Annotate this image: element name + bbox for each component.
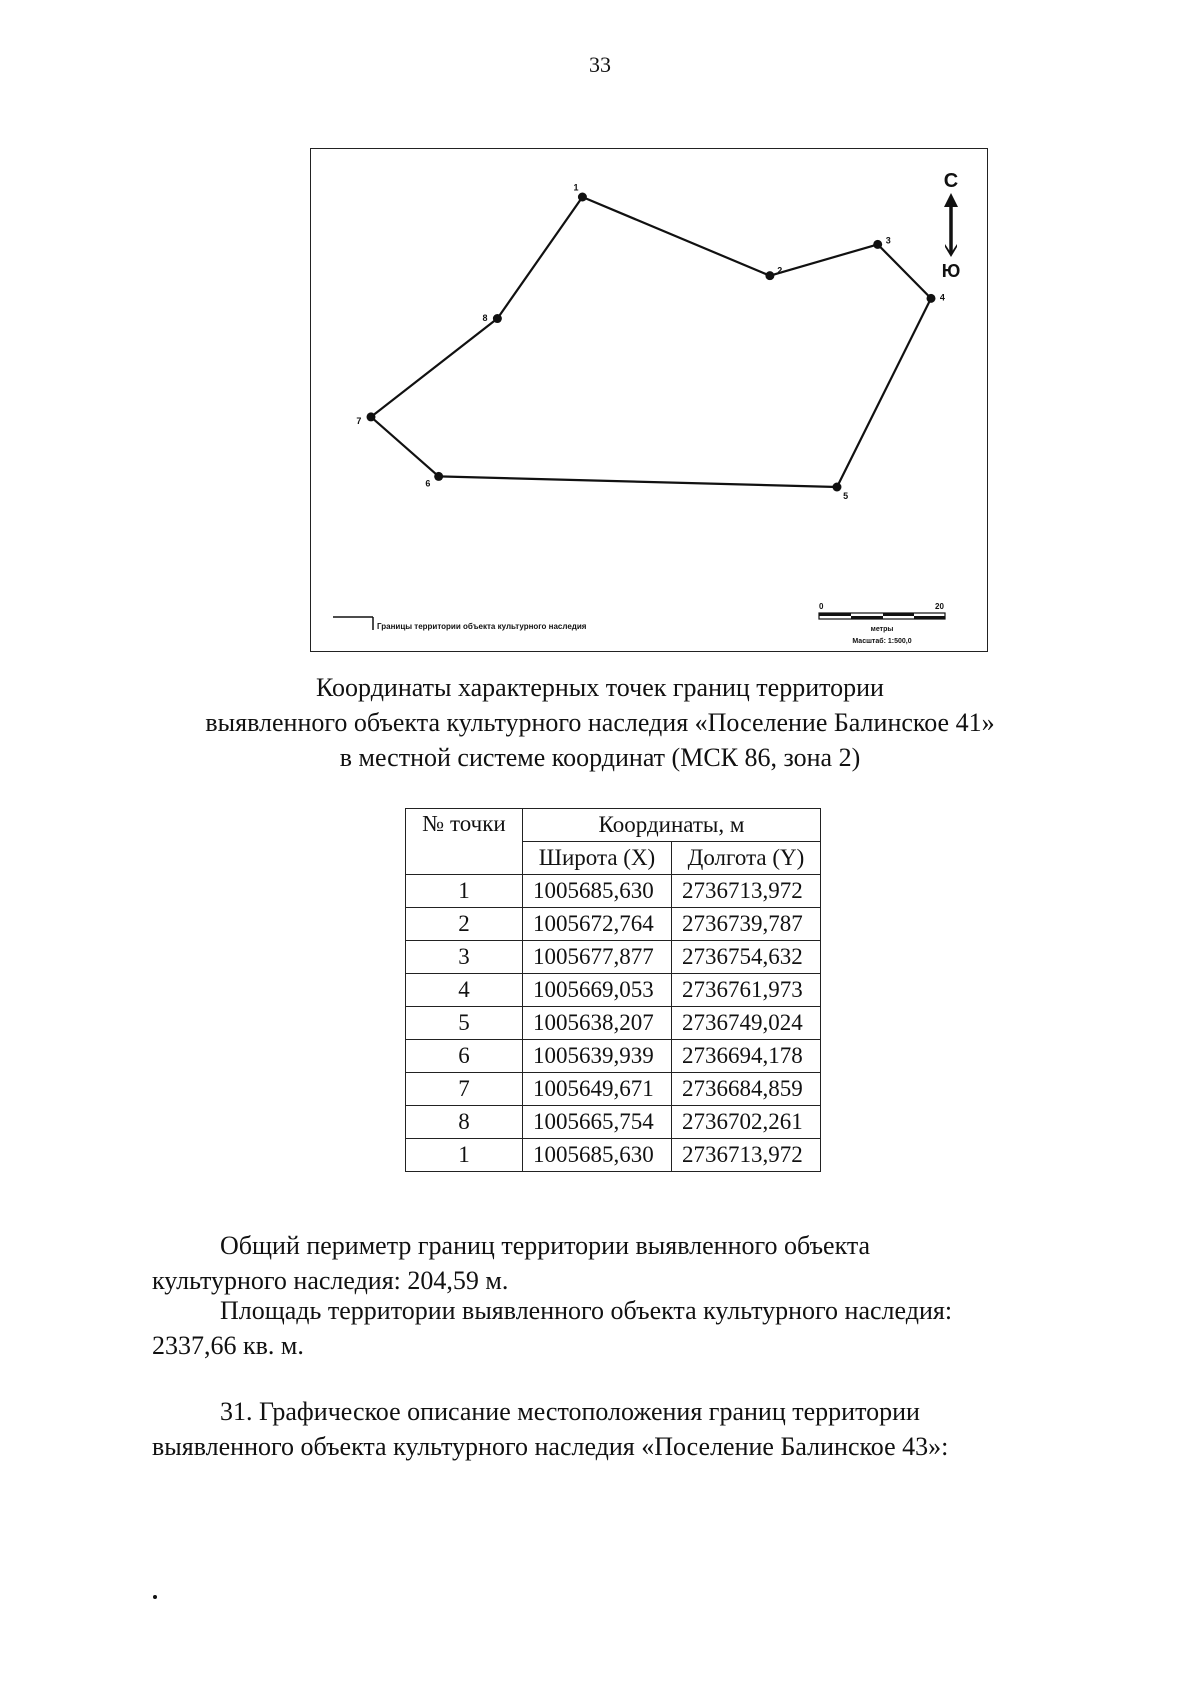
cell-x: 1005685,630 <box>523 1139 672 1172</box>
table-row <box>406 1007 821 1040</box>
boundary-point-5 <box>832 483 841 492</box>
table-row <box>406 908 821 941</box>
cell-point: 7 <box>406 1073 523 1106</box>
cell-y: 2736713,972 <box>672 1139 821 1172</box>
map-legend <box>333 617 587 631</box>
boundary-point-label-8: 8 <box>482 313 488 324</box>
table-row <box>406 875 821 908</box>
cell-x: 1005672,764 <box>523 908 672 941</box>
boundary-point-label-4: 4 <box>939 292 945 303</box>
section-line-1: 31. Графическое описание местоположения границ территории <box>220 1397 920 1426</box>
perimeter-line-1: Общий периметр границ территории выявленного объекта <box>220 1231 871 1260</box>
cell-y: 2736749,024 <box>672 1007 821 1040</box>
cell-y: 2736761,973 <box>672 974 821 1007</box>
boundary-point-label-7: 7 <box>356 416 362 426</box>
cell-y: 2736684,859 <box>672 1073 821 1106</box>
boundary-point-6 <box>434 472 443 481</box>
boundary-polygon <box>371 197 931 487</box>
boundary-point-3 <box>873 240 882 249</box>
cell-y: 2736739,787 <box>672 908 821 941</box>
boundary-point-label-5: 5 <box>843 490 849 501</box>
north-arrow-head-icon <box>944 193 958 207</box>
table-row <box>406 941 821 974</box>
boundary-point-label-3: 3 <box>885 235 891 246</box>
boundary-point-label-2: 2 <box>777 265 783 276</box>
cell-y: 2736702,261 <box>672 1106 821 1139</box>
header-point-number: № точки <box>406 809 523 875</box>
legend-label: Границы территории объекта культурного наследия <box>377 622 587 631</box>
cell-x: 1005665,754 <box>523 1106 672 1139</box>
header-latitude: Широта (X) <box>523 842 672 875</box>
table-header-row <box>406 809 821 842</box>
caption-line-1: Координаты характерных точек границ территории <box>316 673 884 702</box>
scale-start-label: 0 <box>819 602 824 611</box>
scale-unit-label: метры <box>870 626 894 633</box>
cell-x: 1005649,671 <box>523 1073 672 1106</box>
south-label: Ю <box>941 261 961 281</box>
table-caption <box>0 670 1200 775</box>
boundary-point-1 <box>578 193 587 202</box>
cell-x: 1005638,207 <box>523 1007 672 1040</box>
table-row <box>406 1073 821 1106</box>
map-canvas <box>311 149 989 653</box>
scale-ratio-label: Масштаб: 1:500,0 <box>852 638 912 645</box>
area-paragraph <box>152 1293 1068 1363</box>
scale-end-label: 20 <box>935 602 944 611</box>
cell-y: 2736754,632 <box>672 941 821 974</box>
table-row <box>406 1106 821 1139</box>
cell-point: 1 <box>406 1139 523 1172</box>
area-line-1: Площадь территории выявленного объекта культурного наследия: <box>220 1296 953 1325</box>
boundary-point-2 <box>765 271 774 280</box>
perimeter-paragraph <box>152 1228 1068 1298</box>
cell-point: 3 <box>406 941 523 974</box>
coordinates-table <box>405 808 821 1172</box>
boundary-point-label-6: 6 <box>425 478 431 489</box>
cell-point: 1 <box>406 875 523 908</box>
section-line-2: выявленного объекта культурного наследия «Поселение Балинское 43»: <box>152 1432 949 1461</box>
boundary-point-7 <box>367 412 376 421</box>
table-row <box>406 974 821 1007</box>
perimeter-line-2: культурного наследия: 204,59 м. <box>152 1266 509 1295</box>
header-coordinates: Координаты, м <box>523 809 821 842</box>
boundary-point-label-1: 1 <box>573 182 579 193</box>
north-arrow <box>942 170 961 281</box>
stray-dot <box>153 1595 157 1599</box>
cell-point: 5 <box>406 1007 523 1040</box>
table-row <box>406 1139 821 1172</box>
page-number: 33 <box>589 52 611 77</box>
area-line-2: 2337,66 кв. м. <box>152 1331 304 1360</box>
boundary-point-4 <box>927 294 936 303</box>
caption-line-3: в местной системе координат (МСК 86, зона 2) <box>339 743 861 772</box>
north-label: С <box>943 170 959 192</box>
cell-x: 1005639,939 <box>523 1040 672 1073</box>
boundary-point-8 <box>493 314 502 323</box>
boundary-map <box>310 148 988 652</box>
section-paragraph <box>152 1394 1068 1464</box>
cell-point: 6 <box>406 1040 523 1073</box>
cell-x: 1005669,053 <box>523 974 672 1007</box>
cell-point: 8 <box>406 1106 523 1139</box>
cell-point: 4 <box>406 974 523 1007</box>
cell-y: 2736694,178 <box>672 1040 821 1073</box>
table-row <box>406 1040 821 1073</box>
caption-line-2: выявленного объекта культурного наследия «Поселение Балинское 41» <box>205 708 995 737</box>
scale-bar <box>819 602 945 645</box>
cell-x: 1005677,877 <box>523 941 672 974</box>
cell-y: 2736713,972 <box>672 875 821 908</box>
header-longitude: Долгота (Y) <box>672 842 821 875</box>
cell-point: 2 <box>406 908 523 941</box>
cell-x: 1005685,630 <box>523 875 672 908</box>
